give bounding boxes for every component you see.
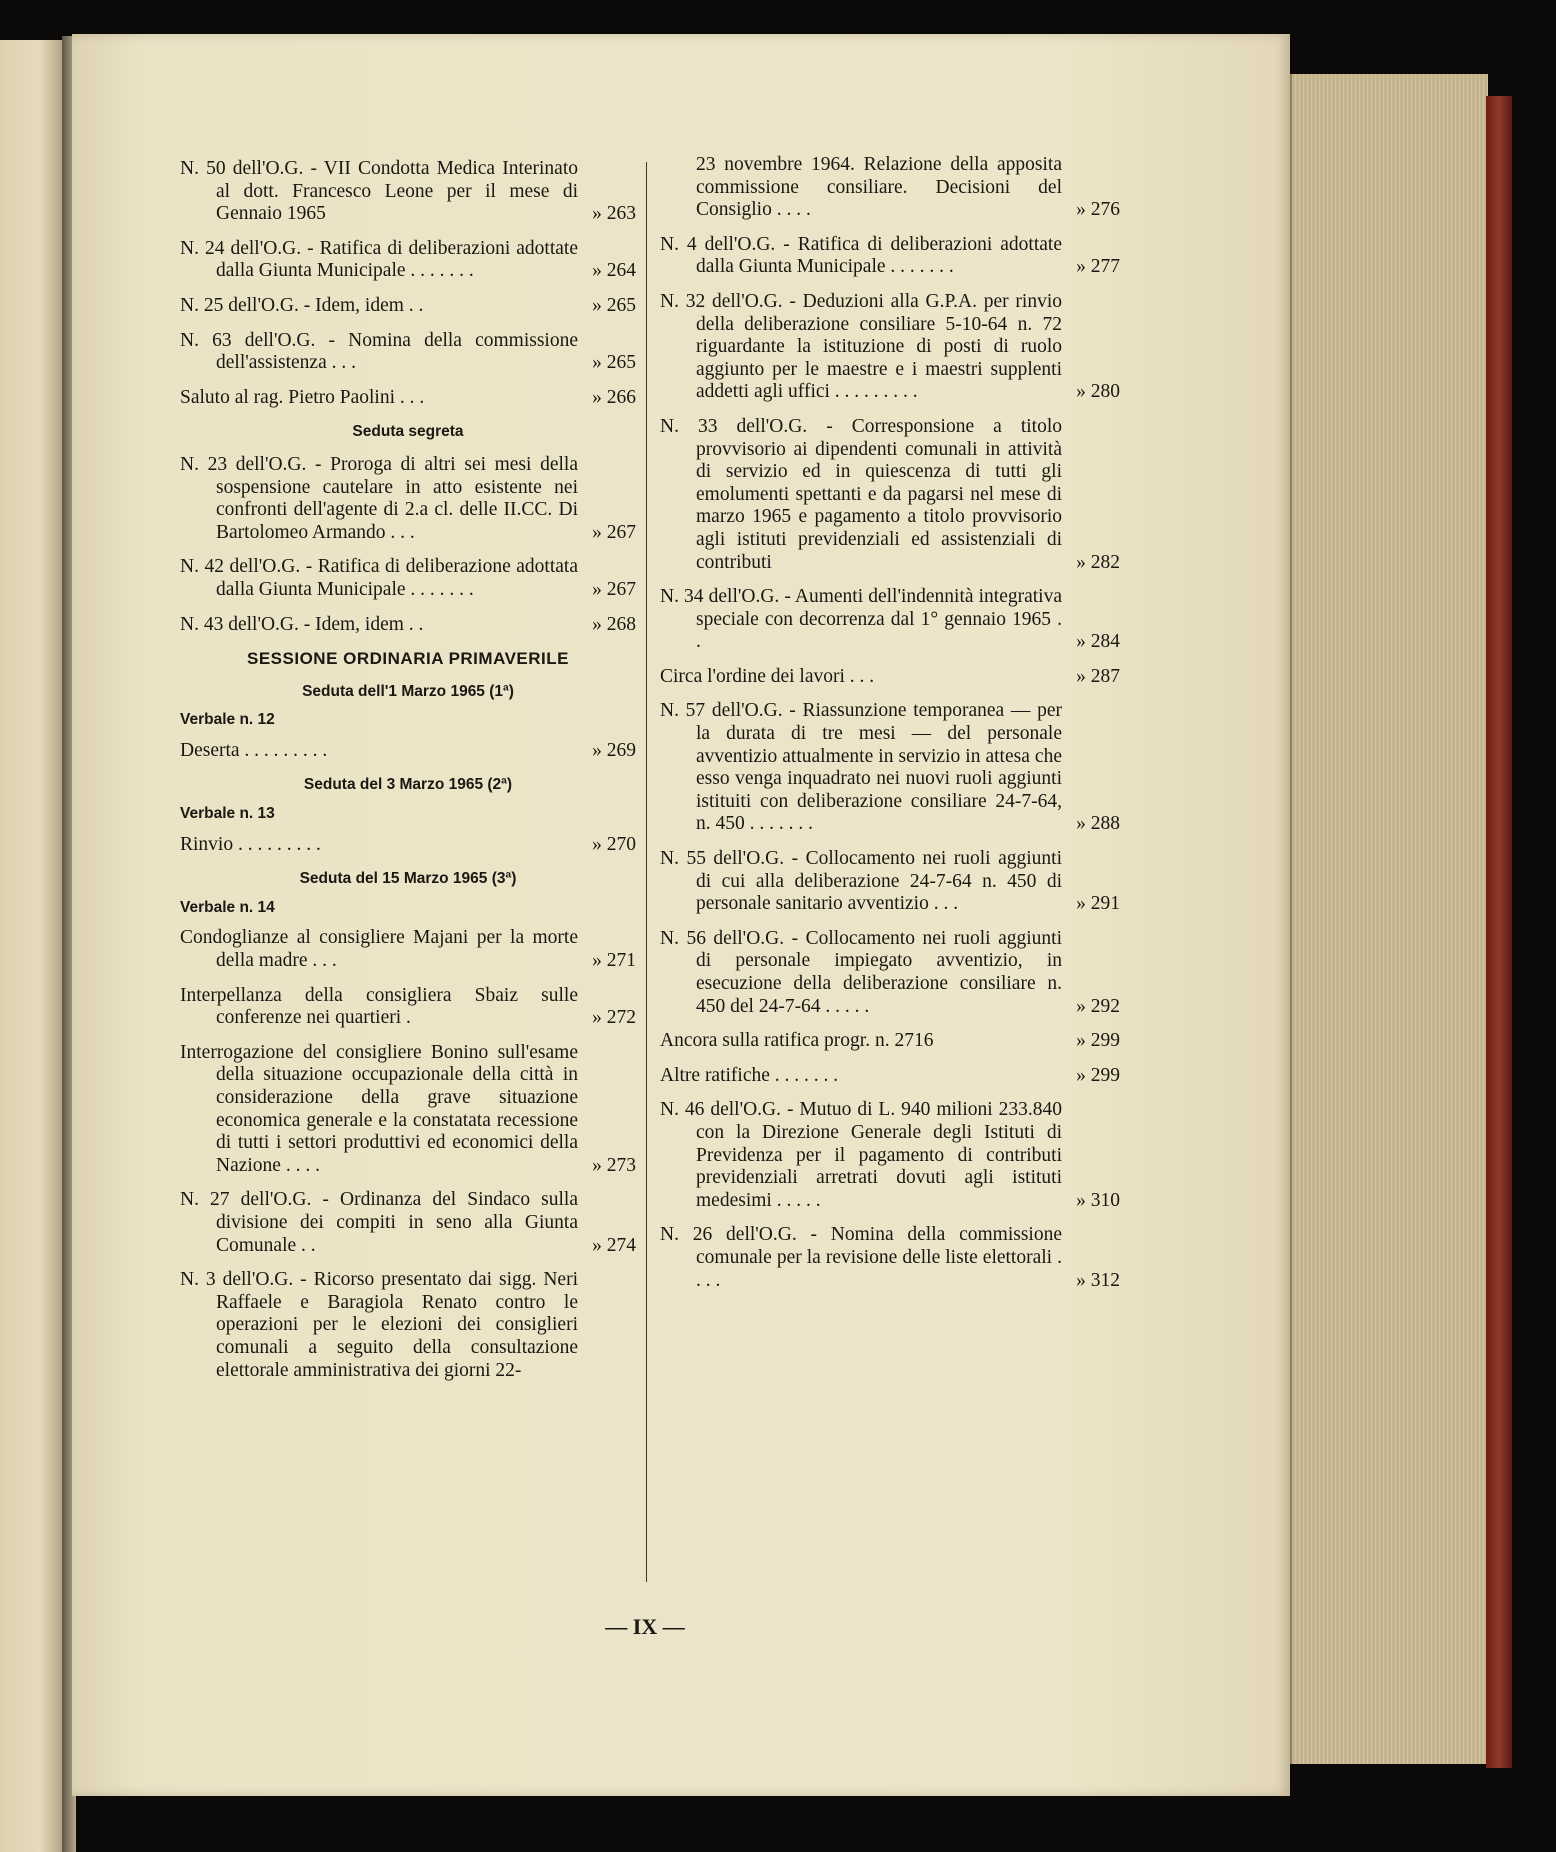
verbale-label: Verbale n. 14 [180, 898, 275, 916]
entry-page-ref: » 291 [1076, 893, 1120, 915]
entry-text: N. 56 dell'O.G. - Collocamento nei ruoli aggiunti di personale impiegato avventizio, in esecuzione della deliberazione consiliare n. 450 del 24-7-64 . . . . . [660, 927, 1062, 1017]
entry-page-ref: » 267 [592, 521, 636, 543]
index-entry [660, 291, 1120, 404]
book-page-edges [1290, 74, 1488, 1764]
index-entry [180, 158, 636, 226]
entry-page-ref: » 270 [592, 833, 636, 855]
entry-text: Condoglianze al consigliere Majani per la morte della madre . . . [180, 927, 578, 972]
index-entry [180, 740, 636, 763]
entry-text: N. 25 dell'O.G. - Idem, idem . . [180, 294, 424, 316]
column-divider [646, 162, 647, 1582]
verbale-label: Verbale n. 12 [180, 711, 275, 729]
index-entry [180, 330, 636, 375]
entry-text: N. 43 dell'O.G. - Idem, idem . . [180, 613, 424, 635]
entry-text: Circa l'ordine dei lavori . . . [660, 665, 875, 687]
index-entry [180, 238, 636, 283]
entry-page-ref: » 299 [1076, 1064, 1120, 1086]
seduta-heading: Seduta segreta [352, 423, 464, 441]
entry-page-ref: » 274 [592, 1234, 636, 1256]
seduta-heading: Seduta del 15 Marzo 1965 (3ª) [299, 870, 517, 888]
entry-page-ref: » 277 [1076, 256, 1120, 278]
book-cover-edge [1486, 96, 1512, 1768]
index-entry [180, 454, 636, 544]
entry-page-ref: » 310 [1076, 1189, 1120, 1211]
entry-text: Ancora sulla ratifica progr. n. 2716 [660, 1030, 934, 1052]
index-entry [660, 416, 1120, 574]
entry-text: Rinvio . . . . . . . . . [180, 833, 321, 855]
entry-text: N. 63 dell'O.G. - Nomina della commissione dell'assistenza . . . [180, 329, 578, 374]
entry-text: N. 32 dell'O.G. - Deduzioni alla G.P.A. per rinvio della deliberazione consiliare 5-10-64 n. 72 riguardante la istituzione di posti di ruolo aggiunto per le maestre e i maestri supplenti addetti agli uffici . . . . . . . . . [660, 290, 1062, 403]
entry-text: Interpellanza della consigliera Sbaiz sulle conferenze nei quartieri . [180, 984, 578, 1029]
index-entry [660, 928, 1120, 1018]
entry-text: N. 57 dell'O.G. - Riassunzione temporanea — per la durata di tre mesi — del personale avventizio attualmente in servizio in attesa che esso venga inquadrato nei nuovi ruoli aggiunti istituiti con deliberazione consiliare 24-7-64, n. 450 . . . . . . . [660, 700, 1062, 835]
index-entry [180, 927, 636, 972]
entry-page-ref: » 284 [1076, 631, 1120, 653]
seduta-heading: Seduta dell'1 Marzo 1965 (1ª) [302, 682, 514, 700]
seduta-heading: Seduta del 3 Marzo 1965 (2ª) [303, 776, 513, 794]
index-entry [660, 154, 1120, 222]
entry-page-ref: » 288 [1076, 813, 1120, 835]
entry-text: N. 34 dell'O.G. - Aumenti dell'indennità integrativa speciale con decorrenza dal 1° gennaio 1965 . . [660, 586, 1062, 653]
entry-text: N. 46 dell'O.G. - Mutuo di L. 940 milioni 233.840 con la Direzione Generale degli Istituti di Previdenza per il pagamento di contributi previdenziali arretrati dovuti agli istituti medesimi . . . . . [660, 1099, 1062, 1211]
entry-text: Saluto al rag. Pietro Paolini . . . [180, 386, 425, 408]
index-entry [660, 700, 1120, 836]
entry-page-ref: » 267 [592, 578, 636, 600]
entry-page-ref: » 266 [592, 386, 636, 408]
entry-text: N. 33 dell'O.G. - Corresponsione a titolo provvisorio ai dipendenti comunali in attività di servizio ed in quiescenza di tutti gli emolumenti spettanti e da pagarsi nel mese di marzo 1965 e pagamento a titolo provvisorio agli istituti previdenziali ed assistenziali di contributi [660, 415, 1062, 573]
entry-text: Deserta . . . . . . . . . [180, 739, 328, 761]
entry-page-ref: » 273 [592, 1154, 636, 1176]
entry-text: N. 26 dell'O.G. - Nomina della commissione comunale per la revisione delle liste elettorali . . . . [660, 1224, 1062, 1291]
index-entry [660, 1030, 1120, 1053]
page-number: — IX — [605, 1614, 685, 1639]
entry-page-ref: » 272 [592, 1007, 636, 1029]
index-entry [180, 556, 636, 601]
index-entry [180, 614, 636, 637]
entry-text: N. 23 dell'O.G. - Proroga di altri sei mesi della sospensione cautelare in atto esistente nei confronti dell'agente di 2.a cl. delle II.CC. Di Bartolomeo Armando . . . [180, 453, 578, 543]
entry-page-ref: » 265 [592, 352, 636, 374]
index-entry [660, 1099, 1120, 1212]
entry-text: N. 55 dell'O.G. - Collocamento nei ruoli aggiunti di cui alla deliberazione 24-7-64 n. 450 di personale sanitario avventizio . . . [660, 848, 1062, 915]
index-entry [180, 1189, 636, 1257]
entry-text: N. 3 dell'O.G. - Ricorso presentato dai sigg. Neri Raffaele e Baragiola Renato contro le operazioni per le elezioni dei consiglieri comunali a seguito della consultazione elettorale amministrativa dei giorni 22- [180, 1269, 578, 1381]
index-entry [660, 1224, 1120, 1292]
entry-text: Altre ratifiche . . . . . . . [660, 1064, 839, 1086]
index-entry [660, 1065, 1120, 1088]
entry-page-ref: » 268 [592, 613, 636, 635]
entry-page-ref: » 269 [592, 739, 636, 761]
index-entry [180, 295, 636, 318]
entry-page-ref: » 287 [1076, 665, 1120, 687]
entry-text: 23 novembre 1964. Relazione della apposita commissione consiliare. Decisioni del Consiglio . . . . [696, 154, 1062, 221]
entry-page-ref: » 265 [592, 294, 636, 316]
entry-page-ref: » 263 [592, 203, 636, 225]
entry-page-ref: » 276 [1076, 199, 1120, 221]
entry-page-ref: » 299 [1076, 1030, 1120, 1052]
index-column-right [660, 154, 1120, 1304]
entry-page-ref: » 264 [592, 260, 636, 282]
entry-page-ref: » 292 [1076, 995, 1120, 1017]
entry-page-ref: » 280 [1076, 381, 1120, 403]
index-entry [180, 387, 636, 410]
index-entry [660, 586, 1120, 654]
entry-page-ref: » 271 [592, 950, 636, 972]
entry-page-ref: » 282 [1076, 551, 1120, 573]
session-heading: SESSIONE ORDINARIA PRIMAVERILE [247, 649, 569, 669]
entry-page-ref: » 312 [1076, 1269, 1120, 1291]
index-entry [660, 666, 1120, 689]
entry-text: N. 27 dell'O.G. - Ordinanza del Sindaco sulla divisione dei compiti in seno alla Giunta Comunale . . [180, 1189, 578, 1256]
entry-text: N. 24 dell'O.G. - Ratifica di deliberazioni adottate dalla Giunta Municipale . . . . . . . [180, 237, 578, 282]
verbale-label: Verbale n. 13 [180, 805, 275, 823]
index-entry [180, 834, 636, 857]
index-entry [180, 1042, 636, 1178]
index-column-left [180, 158, 636, 1394]
index-entry [180, 1269, 636, 1382]
entry-text: N. 4 dell'O.G. - Ratifica di deliberazioni adottate dalla Giunta Municipale . . . . . . . [660, 233, 1062, 278]
index-entry [660, 234, 1120, 279]
index-entry [180, 985, 636, 1030]
entry-text: N. 42 dell'O.G. - Ratifica di deliberazione adottata dalla Giunta Municipale . . . . . . . [180, 556, 578, 600]
entry-text: Interrogazione del consigliere Bonino sull'esame della situazione occupazionale della città in considerazione della grave situazione economica generale e la constatata recessione di tutti i settori produttivi ed economici della Nazione . . . . [180, 1041, 578, 1176]
entry-text: N. 50 dell'O.G. - VII Condotta Medica Interinato al dott. Francesco Leone per il mese di Gennaio 1965 [180, 158, 578, 225]
facing-page-edge [0, 40, 66, 1852]
index-entry [660, 848, 1120, 916]
